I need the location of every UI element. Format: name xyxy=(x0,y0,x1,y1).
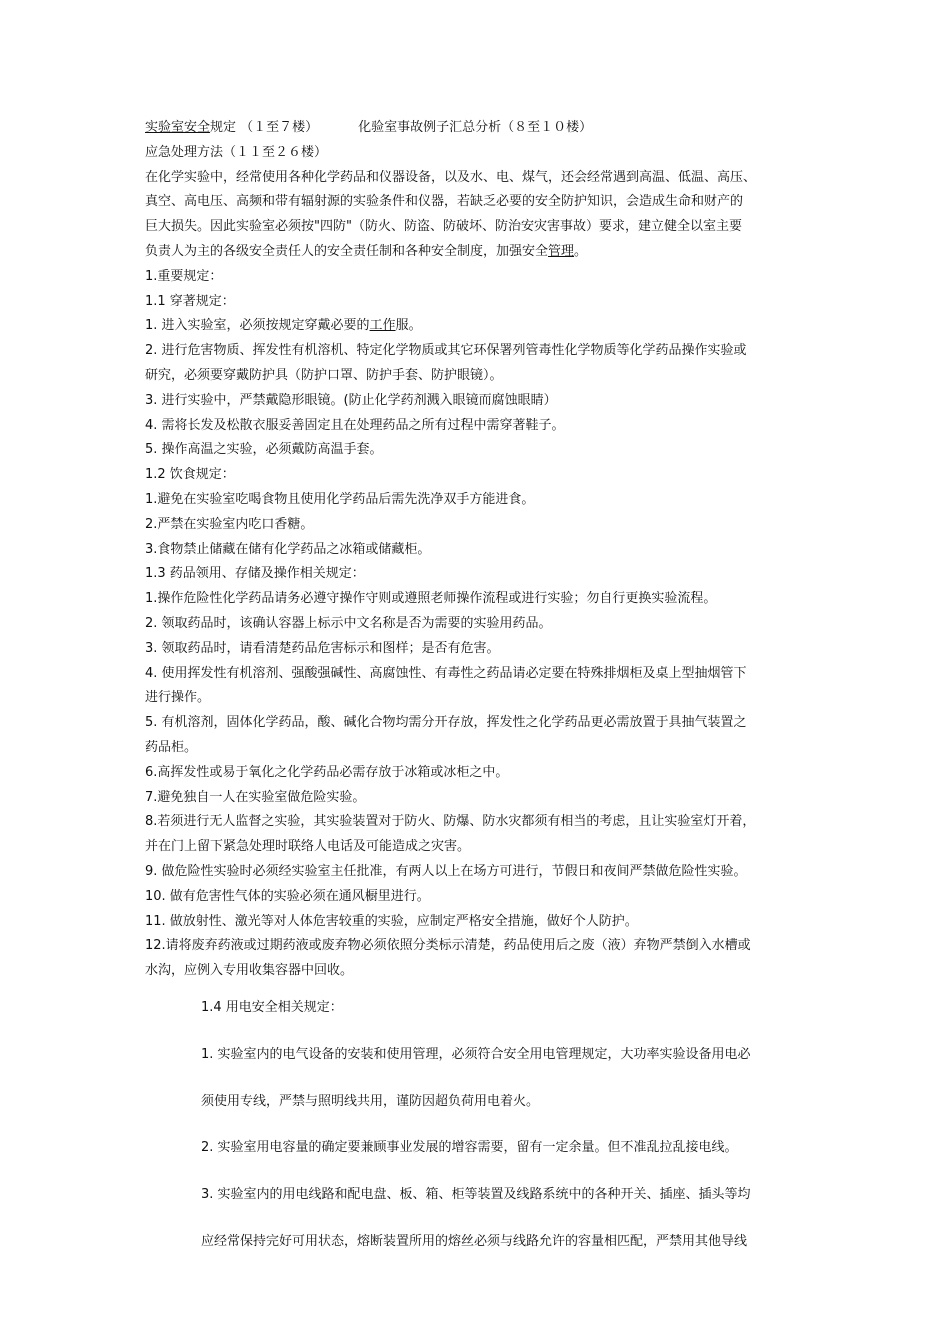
list-item-cont: 应经常保持完好可用状态，熔断装置所用的熔丝必须与线路允许的容量相匹配，严禁用其他导线 xyxy=(201,1233,748,1249)
list-item: 5. 有机溶剂，固体化学药品，酸、碱化合物均需分开存放，挥发性之化学药品更必需放置于具抽气装置之 xyxy=(145,715,747,731)
intro-line-4 xyxy=(145,240,815,265)
item-text-end: 服。 xyxy=(395,318,422,334)
intro-line-2: 真空、高电压、高频和带有辐射源的实验条件和仪器，若缺乏必要的安全防护知识，会造成生命和财产的 xyxy=(145,194,744,210)
list-item: 5. 操作高温之实验，必须戴防高温手套。 xyxy=(145,442,383,458)
intro-line-4-end: 。 xyxy=(574,243,588,259)
intro-line-1: 在化学实验中，经常使用各种化学药品和仪器设备，以及水、电、煤气，还会经常遇到高温、低温、高压、 xyxy=(145,169,757,185)
list-item: 12.请将废弃药液或过期药液或废弃物必须依照分类标示清楚，药品使用后之废（液）弃物严禁倒入水槽或 xyxy=(145,938,751,954)
list-item: 1. 实验室内的电气设备的安装和使用管理，必须符合安全用电管理规定，大功率实验设备用电必 xyxy=(201,1046,751,1062)
section-1-title: 1.重要规定： xyxy=(145,268,223,284)
intro-line-4-text: 负责人为主的各级安全责任人的安全责任制和各种安全制度，加强安全 xyxy=(145,243,549,259)
intro-line-3: 巨大损失。因此实验室必须按"四防"（防火、防盗、防破坏、防治安灾害事故）要求，建立健全以室主要 xyxy=(145,219,742,235)
list-item-cont: 并在门上留下紧急处理时联络人电话及可能造成之灾害。 xyxy=(145,839,471,855)
title-safety-rest: 规定 （１至７楼） xyxy=(210,120,319,135)
section-1-2-title: 1.2 饮食规定： xyxy=(145,467,235,483)
header-line-2: 应急处理方法（１１至２６楼） xyxy=(145,144,328,160)
list-item: 2. 进行危害物质、挥发性有机溶机、特定化学物质或其它环保署列管毒性化学物质等化学药品操作实验或 xyxy=(145,343,747,359)
list-item: 6.高挥发性或易于氧化之化学药品必需存放于冰箱或冰柜之中。 xyxy=(145,764,509,780)
list-item: 3. 领取药品时，请看清楚药品危害标示和图样；是否有危害。 xyxy=(145,640,500,656)
title-accident-analysis: 化验室事故例子汇总分析（８至１０楼） xyxy=(358,120,593,135)
list-item: 4. 需将长发及松散衣服妥善固定且在处理药品之所有过程中需穿著鞋子。 xyxy=(145,417,565,433)
list-item: 8.若须进行无人监督之实验，其实验装置对于防火、防爆、防水灾都须有相当的考虑，且让实验室灯开着， xyxy=(145,814,756,830)
work-link[interactable]: 工作 xyxy=(369,318,396,334)
list-item: 9. 做危险性实验时必须经实验室主任批准，有两人以上在场方可进行，节假日和夜间严禁做危险性实验。 xyxy=(145,863,747,879)
list-item-cont: 研究，必须要穿戴防护具（防护口罩、防护手套、防护眼镜）。 xyxy=(145,367,503,383)
list-item: 2. 实验室用电容量的确定要兼顾事业发展的增容需要，留有一定余量。但不准乱拉乱接电线。 xyxy=(201,1140,738,1156)
section-1-4-title: 1.4 用电安全相关规定： xyxy=(201,1000,343,1015)
list-item-cont: 水沟，应例入专用收集容器中回收。 xyxy=(145,963,354,979)
list-item: 4. 使用挥发性有机溶剂、强酸强碱性、高腐蚀性、有毒性之药品请必定要在特殊排烟柜及桌上型抽烟管下 xyxy=(145,665,747,681)
section-1-3-title: 1.3 药品领用、存储及操作相关规定： xyxy=(145,566,365,582)
list-item: 2. 领取药品时，该确认容器上标示中文名称是否为需要的实验用药品。 xyxy=(145,615,552,631)
section-1-1-title: 1.1 穿著规定： xyxy=(145,293,235,309)
list-item: 3. 进行实验中，严禁戴隐形眼镜。(防止化学药剂溅入眼镜而腐蚀眼睛） xyxy=(145,392,557,408)
list-item-cont: 须使用专线，严禁与照明线共用，谨防因超负荷用电着火。 xyxy=(201,1093,540,1109)
list-item xyxy=(145,314,815,339)
list-item: 7.避免独自一人在实验室做危险实验。 xyxy=(145,789,366,805)
list-item: 2.严禁在实验室内吃口香糖。 xyxy=(145,516,314,532)
item-text: 1. 进入实验室，必须按规定穿戴必要的 xyxy=(145,318,370,334)
title-safety-link[interactable]: 实验室安全 xyxy=(145,120,211,135)
list-item: 3. 实验室内的用电线路和配电盘、板、箱、柜等装置及线路系统中的各种开关、插座、插头等均 xyxy=(201,1187,751,1203)
document-body xyxy=(145,116,815,984)
list-item-cont: 药品柜。 xyxy=(145,739,198,755)
section-1-4 xyxy=(201,996,811,1255)
list-item: 1.操作危险性化学药品请务必遵守操作守则或遵照老师操作流程或进行实验；勿自行更换实验流程。 xyxy=(145,591,717,607)
management-link[interactable]: 管理 xyxy=(548,243,575,259)
header-line-1 xyxy=(145,116,815,141)
list-item: 10. 做有危害性气体的实验必须在通风橱里进行。 xyxy=(145,888,430,904)
list-item: 11. 做放射性、激光等对人体危害较重的实验，应制定严格安全措施，做好个人防护。 xyxy=(145,913,638,929)
list-item: 3.食物禁止储藏在储有化学药品之冰箱或储藏柜。 xyxy=(145,541,431,557)
list-item-cont: 进行操作。 xyxy=(145,690,211,706)
list-item: 1.避免在实验室吃喝食物且使用化学药品后需先洗净双手方能进食。 xyxy=(145,491,535,507)
